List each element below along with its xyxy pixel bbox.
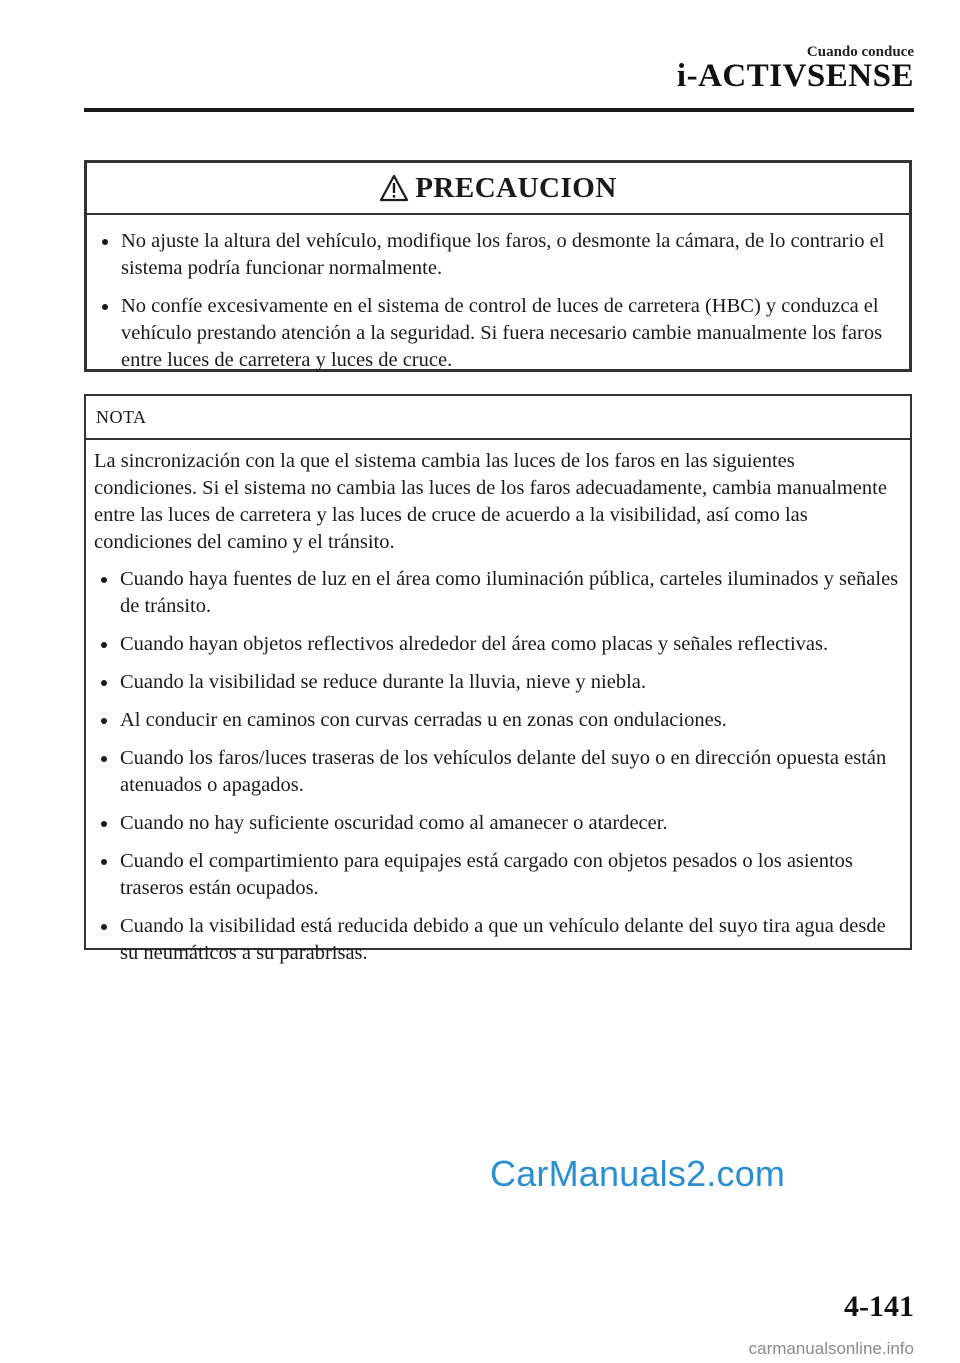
footer-site-link[interactable]: carmanualsonline.info bbox=[748, 1339, 914, 1358]
note-item: Al conducir en caminos con curvas cerradas u en zonas con ondulaciones. bbox=[94, 707, 900, 734]
caution-title: PRECAUCION bbox=[415, 171, 617, 204]
note-list bbox=[94, 566, 900, 967]
note-item: Cuando hayan objetos reflectivos alrededor del área como placas y señales reflectivas. bbox=[94, 631, 900, 658]
header-rule bbox=[84, 108, 914, 112]
note-item: Cuando haya fuentes de luz en el área como iluminación pública, carteles iluminados y señales de tránsito. bbox=[94, 566, 900, 620]
note-box bbox=[84, 394, 912, 964]
watermark: CarManuals2.com bbox=[490, 1153, 786, 1194]
caution-item: No confíe excesivamente en el sistema de control de luces de carretera (HBC) y conduzca el vehículo prestando atención a la seguridad. Si fuera necesario cambie manualmente los faros entre luces de carretera y luces de cruce. bbox=[87, 293, 895, 374]
warning-triangle-icon bbox=[379, 174, 409, 202]
note-intro: La sincronización con la que el sistema cambia las luces de los faros en las siguientes condiciones. Si el sistema no cambia las luces de los faros adecuadamente, cambia manualmente entre las luces de carretera y las luces de cruce de acuerdo a la visibilidad, así como las condiciones del camino y el tránsito. bbox=[94, 450, 887, 553]
header-title: i-ACTIVSENSE bbox=[676, 58, 914, 94]
note-item: Cuando los faros/luces traseras de los vehículos delante del suyo o en dirección opuesta están atenuados o apagados. bbox=[94, 745, 900, 799]
caution-body bbox=[87, 215, 909, 374]
caution-list bbox=[87, 228, 895, 374]
note-item: Cuando el compartimiento para equipajes está cargado con objetos pesados o los asientos traseros están ocupados. bbox=[94, 848, 900, 902]
caution-box bbox=[84, 160, 912, 372]
note-body bbox=[86, 440, 910, 967]
caution-header bbox=[87, 163, 909, 215]
note-header: NOTA bbox=[86, 396, 910, 440]
note-item: Cuando la visibilidad se reduce durante la lluvia, nieve y niebla. bbox=[94, 669, 900, 696]
note-item: Cuando no hay suficiente oscuridad como al amanecer o atardecer. bbox=[94, 810, 900, 837]
header-section: Cuando conduce bbox=[806, 44, 914, 60]
caution-item: No ajuste la altura del vehículo, modifique los faros, o desmonte la cámara, de lo contrario el sistema podría funcionar normalmente. bbox=[87, 228, 895, 282]
note-item: Cuando la visibilidad está reducida debido a que un vehículo delante del suyo tira agua desde su neumáticos a su parabrisas. bbox=[94, 913, 900, 967]
page-number: 4-141 bbox=[844, 1290, 914, 1323]
